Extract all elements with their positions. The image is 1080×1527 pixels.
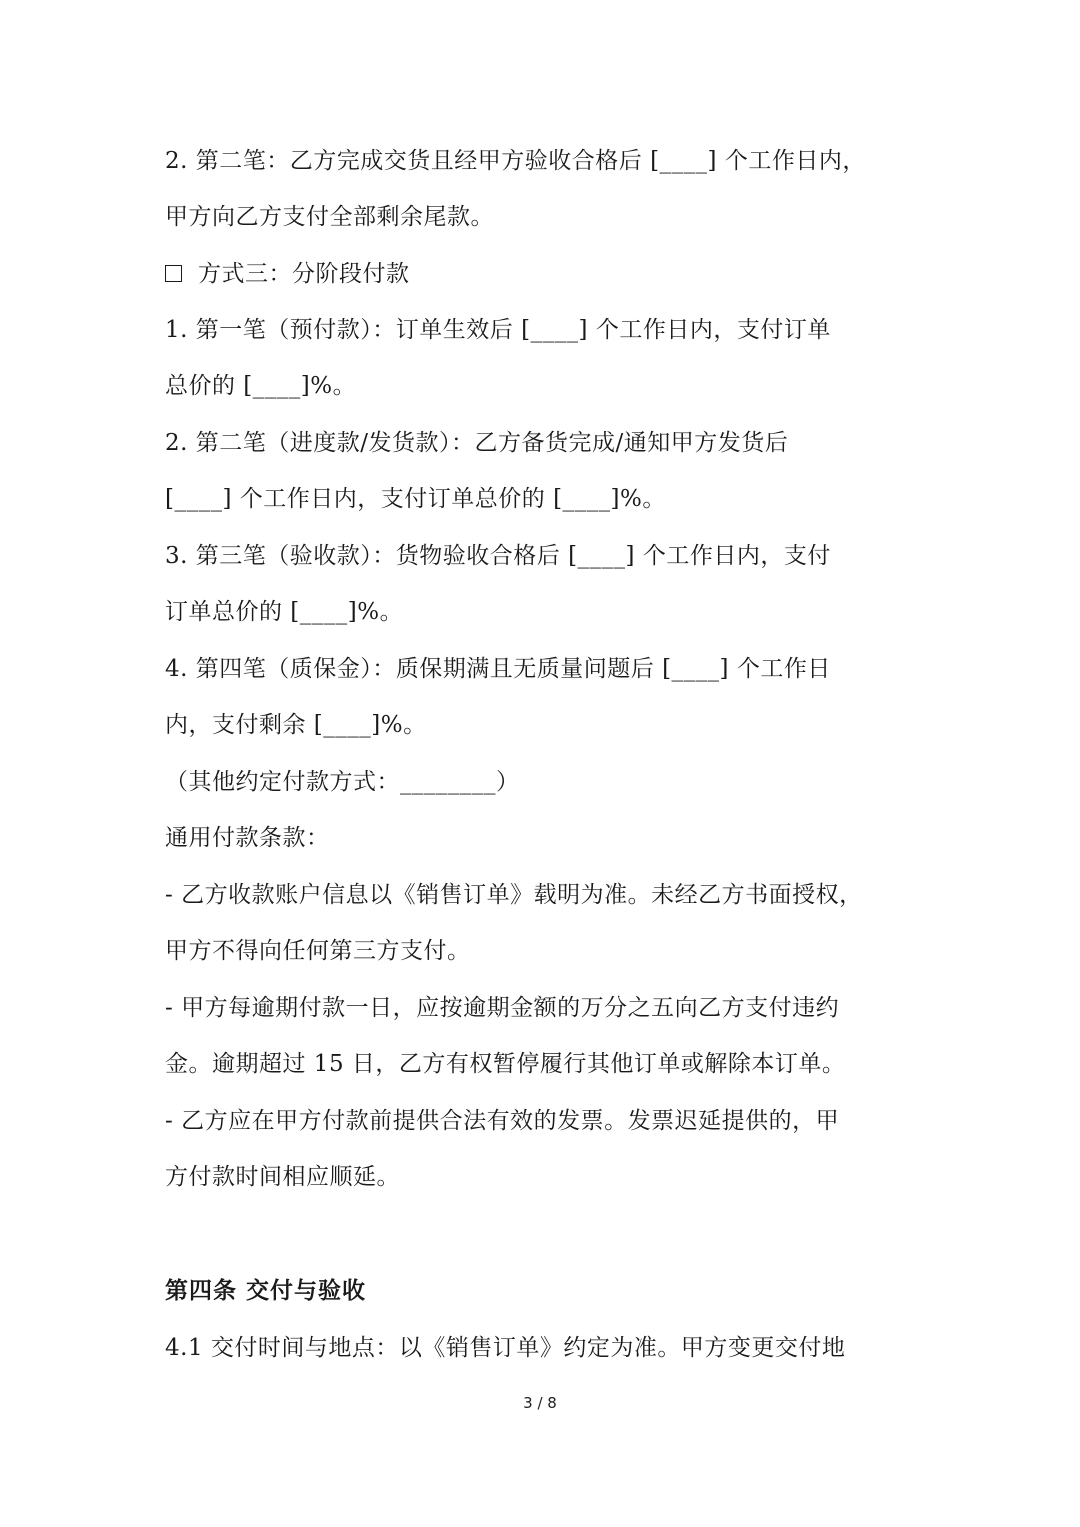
checkbox-icon[interactable] xyxy=(165,265,182,282)
paragraph-line: 2. 第二笔（进度款/发货款）：乙方备货完成/通知甲方发货后 xyxy=(165,430,789,456)
paragraph-line: [____] 个工作日内，支付订单总价的 [____]%。 xyxy=(165,486,666,512)
paragraph-line: 4.1 交付时间与地点：以《销售订单》约定为准。甲方变更交付地 xyxy=(165,1335,846,1361)
paragraph-line: 3. 第三笔（验收款）：货物验收合格后 [____] 个工作日内，支付 xyxy=(165,543,831,569)
paragraph-line: 甲方向乙方支付全部剩余尾款。 xyxy=(165,204,494,230)
paragraph-line: 内，支付剩余 [____]%。 xyxy=(165,712,427,738)
paragraph-line: 方付款时间相应顺延。 xyxy=(165,1164,400,1190)
paragraph-line: - 甲方每逾期付款一日，应按逾期金额的万分之五向乙方支付违约 xyxy=(165,995,840,1021)
paragraph-line: 通用付款条款： xyxy=(165,825,330,851)
paragraph-line: 2. 第二笔：乙方完成交货且经甲方验收合格后 [____] 个工作日内， xyxy=(165,148,866,174)
paragraph-line: 金。逾期超过 15 日，乙方有权暂停履行其他订单或解除本订单。 xyxy=(165,1051,846,1077)
paragraph-line: 1. 第一笔（预付款）：订单生效后 [____] 个工作日内，支付订单 xyxy=(165,317,831,343)
option-label: 方式三：分阶段付款 xyxy=(198,261,410,287)
section-heading: 第四条 交付与验收 xyxy=(165,1278,367,1304)
paragraph-line: 甲方不得向任何第三方支付。 xyxy=(165,938,471,964)
paragraph-line: - 乙方应在甲方付款前提供合法有效的发票。发票迟延提供的，甲 xyxy=(165,1108,840,1134)
paragraph-line: （其他约定付款方式：________） xyxy=(165,769,520,795)
paragraph-line: 4. 第四笔（质保金）：质保期满且无质量问题后 [____] 个工作日 xyxy=(165,656,831,682)
page-number: 3 / 8 xyxy=(523,1394,557,1412)
paragraph-line: 总价的 [____]%。 xyxy=(165,373,357,399)
option-line xyxy=(165,259,925,289)
paragraph-line: 订单总价的 [____]%。 xyxy=(165,599,404,625)
paragraph-line: - 乙方收款账户信息以《销售订单》载明为准。未经乙方书面授权， xyxy=(165,882,863,908)
